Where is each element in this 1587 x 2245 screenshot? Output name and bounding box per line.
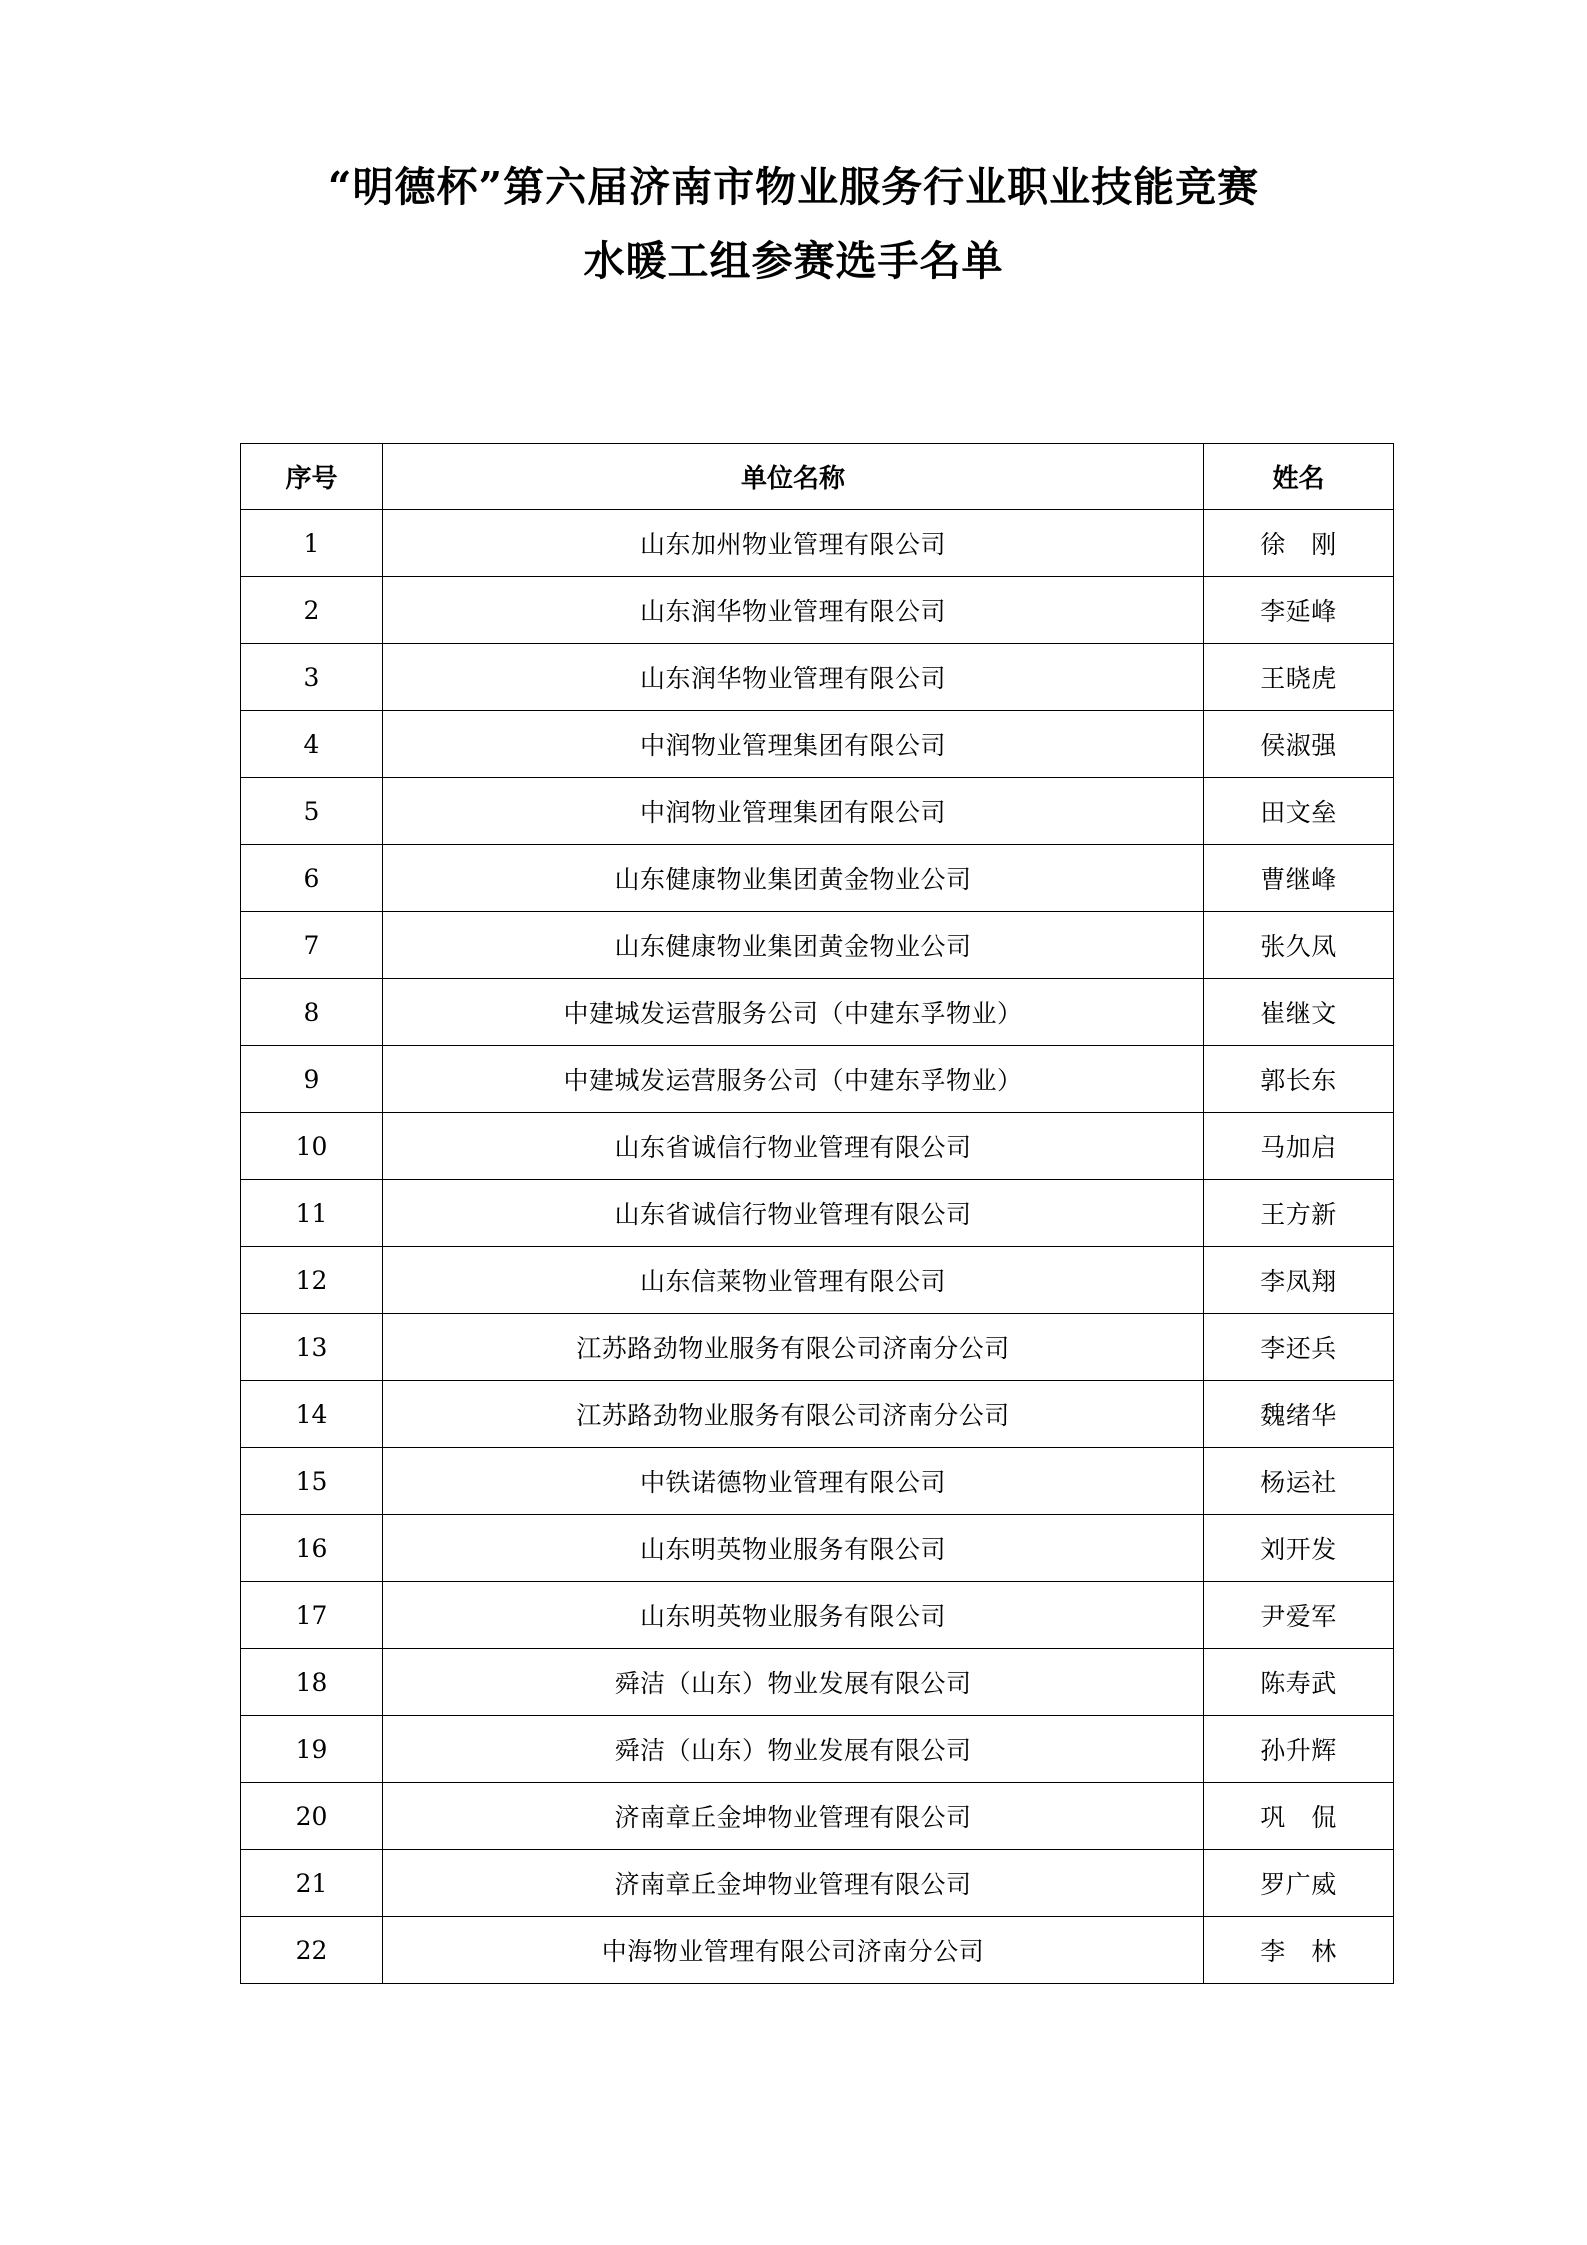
- cell-index: 8: [241, 979, 383, 1046]
- table-row: [241, 1515, 1394, 1582]
- cell-name: 徐 刚: [1204, 510, 1394, 577]
- cell-organization: 山东省诚信行物业管理有限公司: [383, 1113, 1204, 1180]
- table-row: [241, 912, 1394, 979]
- table-header: [241, 444, 1394, 510]
- cell-name: 田文垒: [1204, 778, 1394, 845]
- table-row: [241, 1381, 1394, 1448]
- title-line-2: 水暖工组参赛选手名单: [583, 237, 1004, 285]
- cell-index: 20: [241, 1783, 383, 1850]
- cell-index: 22: [241, 1917, 383, 1984]
- cell-name: 崔继文: [1204, 979, 1394, 1046]
- cell-index: 16: [241, 1515, 383, 1582]
- cell-index: 5: [241, 778, 383, 845]
- table-row: [241, 1314, 1394, 1381]
- cell-index: 14: [241, 1381, 383, 1448]
- table-row: [241, 644, 1394, 711]
- table-row: [241, 979, 1394, 1046]
- cell-name: 陈寿武: [1204, 1649, 1394, 1716]
- table-row: [241, 510, 1394, 577]
- cell-organization: 江苏路劲物业服务有限公司济南分公司: [383, 1314, 1204, 1381]
- table-row: [241, 845, 1394, 912]
- table-row: [241, 1917, 1394, 1984]
- cell-organization: 山东健康物业集团黄金物业公司: [383, 845, 1204, 912]
- cell-name: 孙升辉: [1204, 1716, 1394, 1783]
- cell-name: 曹继峰: [1204, 845, 1394, 912]
- column-header-index: 序号: [241, 444, 383, 510]
- table-body: [241, 510, 1394, 1984]
- cell-index: 4: [241, 711, 383, 778]
- cell-organization: 山东省诚信行物业管理有限公司: [383, 1180, 1204, 1247]
- column-header-organization: 单位名称: [383, 444, 1204, 510]
- cell-index: 19: [241, 1716, 383, 1783]
- cell-organization: 中建城发运营服务公司（中建东孚物业）: [383, 1046, 1204, 1113]
- table-header-row: [241, 444, 1394, 510]
- table-row: [241, 1448, 1394, 1515]
- cell-organization: 山东明英物业服务有限公司: [383, 1582, 1204, 1649]
- table-row: [241, 1582, 1394, 1649]
- cell-index: 11: [241, 1180, 383, 1247]
- table-row: [241, 1113, 1394, 1180]
- cell-index: 17: [241, 1582, 383, 1649]
- cell-index: 9: [241, 1046, 383, 1113]
- cell-index: 3: [241, 644, 383, 711]
- cell-name: 王方新: [1204, 1180, 1394, 1247]
- table-row: [241, 1247, 1394, 1314]
- cell-name: 李 林: [1204, 1917, 1394, 1984]
- cell-index: 2: [241, 577, 383, 644]
- roster-table: [240, 443, 1394, 1984]
- document-title: [0, 150, 1587, 298]
- cell-name: 刘开发: [1204, 1515, 1394, 1582]
- cell-organization: 中海物业管理有限公司济南分公司: [383, 1917, 1204, 1984]
- cell-index: 21: [241, 1850, 383, 1917]
- cell-organization: 中润物业管理集团有限公司: [383, 711, 1204, 778]
- cell-name: 侯淑强: [1204, 711, 1394, 778]
- table-row: [241, 1180, 1394, 1247]
- cell-index: 13: [241, 1314, 383, 1381]
- column-header-name: 姓名: [1204, 444, 1394, 510]
- table-row: [241, 1783, 1394, 1850]
- cell-name: 罗广威: [1204, 1850, 1394, 1917]
- cell-name: 李延峰: [1204, 577, 1394, 644]
- cell-organization: 山东健康物业集团黄金物业公司: [383, 912, 1204, 979]
- cell-index: 1: [241, 510, 383, 577]
- table-row: [241, 1850, 1394, 1917]
- cell-index: 15: [241, 1448, 383, 1515]
- title-line-1: “明德杯”第六届济南市物业服务行业职业技能竞赛: [327, 163, 1260, 211]
- cell-organization: 中铁诺德物业管理有限公司: [383, 1448, 1204, 1515]
- cell-name: 魏绪华: [1204, 1381, 1394, 1448]
- cell-name: 巩 侃: [1204, 1783, 1394, 1850]
- cell-organization: 山东加州物业管理有限公司: [383, 510, 1204, 577]
- cell-organization: 济南章丘金坤物业管理有限公司: [383, 1850, 1204, 1917]
- cell-organization: 山东信莱物业管理有限公司: [383, 1247, 1204, 1314]
- cell-index: 6: [241, 845, 383, 912]
- table-row: [241, 1046, 1394, 1113]
- cell-organization: 山东润华物业管理有限公司: [383, 577, 1204, 644]
- cell-name: 李凤翔: [1204, 1247, 1394, 1314]
- cell-organization: 山东明英物业服务有限公司: [383, 1515, 1204, 1582]
- table-row: [241, 577, 1394, 644]
- cell-name: 张久凤: [1204, 912, 1394, 979]
- table-row: [241, 1649, 1394, 1716]
- cell-name: 杨运社: [1204, 1448, 1394, 1515]
- roster-table-container: [240, 443, 1393, 1984]
- cell-index: 18: [241, 1649, 383, 1716]
- cell-organization: 济南章丘金坤物业管理有限公司: [383, 1783, 1204, 1850]
- cell-organization: 江苏路劲物业服务有限公司济南分公司: [383, 1381, 1204, 1448]
- cell-name: 郭长东: [1204, 1046, 1394, 1113]
- cell-organization: 山东润华物业管理有限公司: [383, 644, 1204, 711]
- table-row: [241, 711, 1394, 778]
- table-row: [241, 778, 1394, 845]
- cell-organization: 中润物业管理集团有限公司: [383, 778, 1204, 845]
- cell-organization: 舜洁（山东）物业发展有限公司: [383, 1716, 1204, 1783]
- cell-index: 10: [241, 1113, 383, 1180]
- cell-index: 7: [241, 912, 383, 979]
- cell-organization: 中建城发运营服务公司（中建东孚物业）: [383, 979, 1204, 1046]
- cell-organization: 舜洁（山东）物业发展有限公司: [383, 1649, 1204, 1716]
- cell-name: 王晓虎: [1204, 644, 1394, 711]
- cell-name: 马加启: [1204, 1113, 1394, 1180]
- cell-name: 李还兵: [1204, 1314, 1394, 1381]
- cell-name: 尹爱军: [1204, 1582, 1394, 1649]
- table-row: [241, 1716, 1394, 1783]
- cell-index: 12: [241, 1247, 383, 1314]
